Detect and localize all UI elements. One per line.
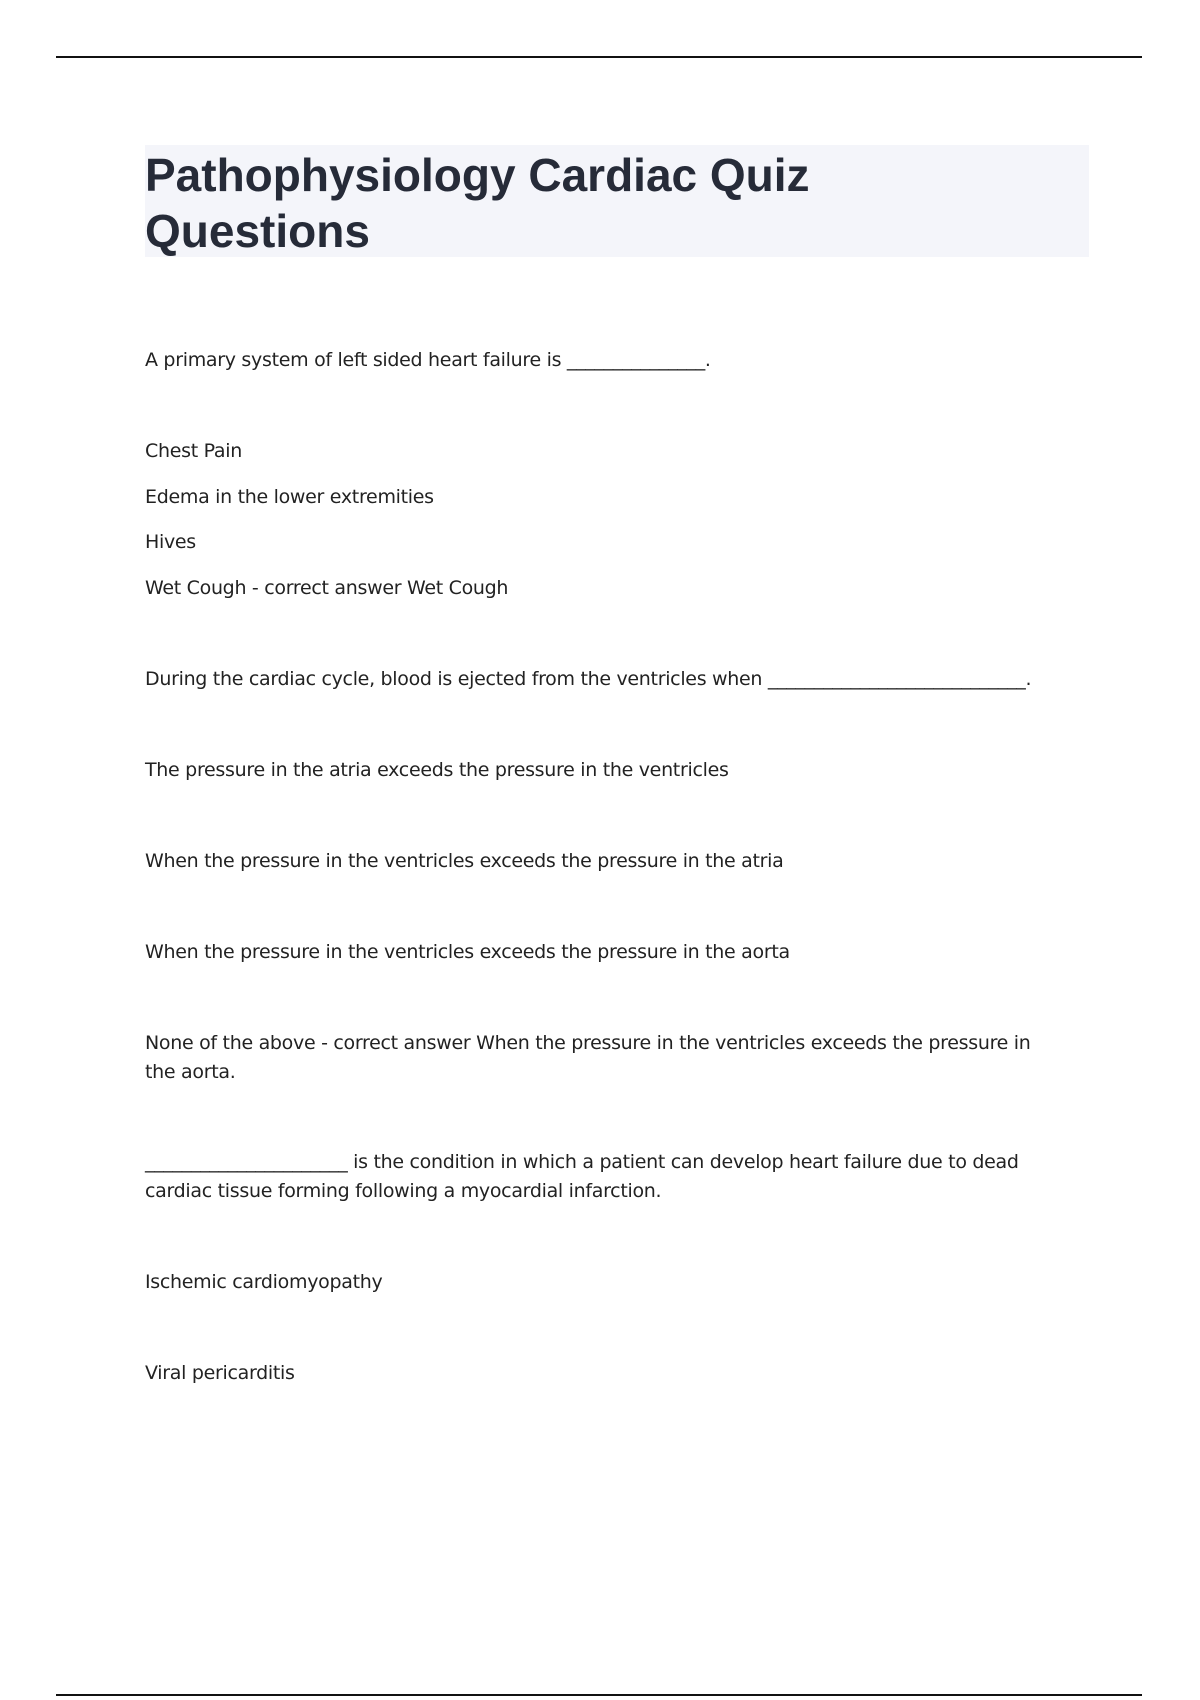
question-2-option: The pressure in the atria exceeds the pressure in the ventricles — [145, 759, 729, 781]
question-1-option-answer: Wet Cough - correct answer Wet Cough — [145, 577, 509, 599]
question-2-option-answer: None of the above - correct answer When the pressure in the ventricles exceeds the pressure in the aorta. — [145, 1032, 1037, 1083]
question-3-option: Ischemic cardiomyopathy — [145, 1271, 383, 1293]
question-2-option: When the pressure in the ventricles exceeds the pressure in the aorta — [145, 941, 790, 963]
bottom-rule — [56, 1694, 1142, 1696]
question-1-option: Edema in the lower extremities — [145, 486, 434, 508]
question-2-option: When the pressure in the ventricles exceeds the pressure in the atria — [145, 850, 784, 872]
question-1-prompt: A primary system of left sided heart failure is _______________. — [145, 349, 711, 371]
question-2-prompt: During the cardiac cycle, blood is ejected from the ventricles when ____________________________. — [145, 668, 1032, 690]
question-3-prompt: ______________________ is the condition in which a patient can develop heart failure due to dead cardiac tissue forming following a myocardial infarction. — [145, 1151, 1025, 1202]
page-title: Pathophysiology Cardiac Quiz Questions — [145, 149, 810, 257]
top-rule — [56, 56, 1142, 58]
question-1-option: Hives — [145, 531, 196, 553]
question-1-option: Chest Pain — [145, 440, 242, 462]
question-3-option: Viral pericarditis — [145, 1362, 295, 1384]
